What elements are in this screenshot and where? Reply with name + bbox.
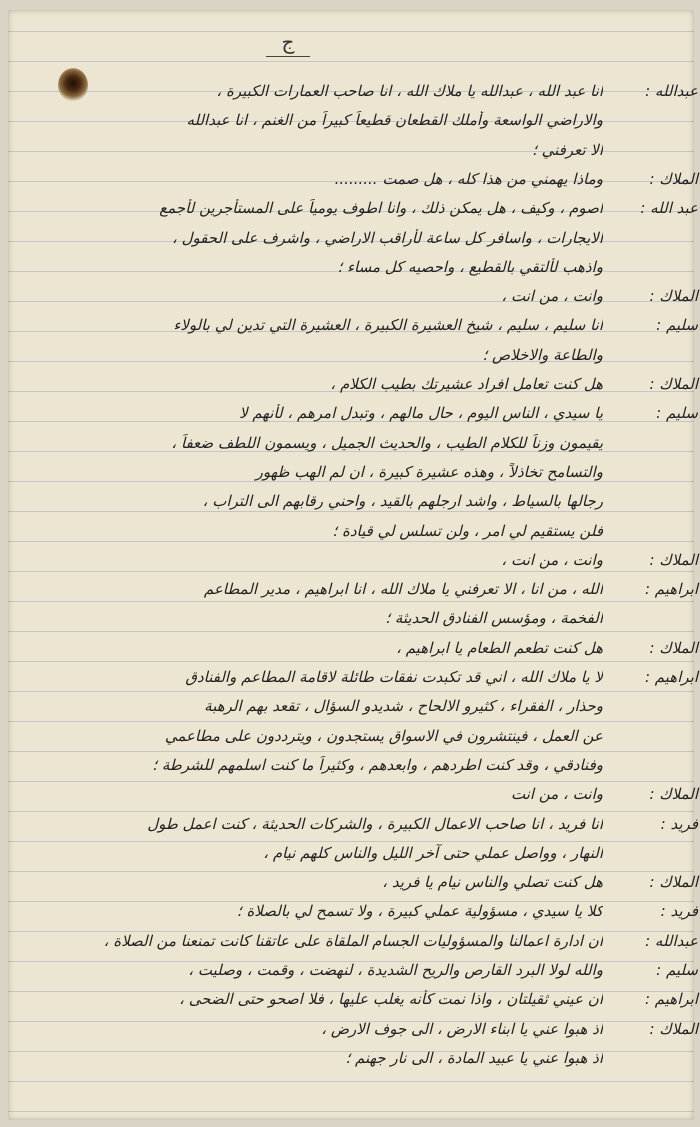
speaker-name: سليم : bbox=[656, 404, 698, 423]
script-line bbox=[28, 365, 698, 393]
speaker-name: فريد : bbox=[660, 814, 698, 833]
speaker-name: الملاك : bbox=[649, 287, 698, 306]
speaker-name: عبدالله : bbox=[645, 82, 698, 100]
script-line bbox=[28, 189, 698, 217]
dialogue-text: هل كنت تعامل افراد عشيرتك بطيب الكلام ، bbox=[330, 375, 603, 393]
dialogue-text: وحذار ، الفقراء ، كثيرو الالحاح ، شديدو السؤال ، تقعد بهم الرهبة bbox=[204, 697, 603, 716]
script-line bbox=[28, 482, 698, 510]
script-line bbox=[28, 336, 698, 364]
dialogue-text: انا سليم ، سليم ، شيخ العشيرة الكبيرة ، العشيرة التي تدين لي بالولاء bbox=[173, 316, 603, 335]
script-line bbox=[28, 922, 698, 950]
dialogue-text: لا يا ملاك الله ، اني قد تكبدت نفقات طائلة لاقامة المطاعم والفنادق bbox=[185, 668, 603, 686]
dialogue-text: وفنادقي ، وقد كنت اطردهم ، وابعدهم ، وكثيراً ما كنت اسلمهم للشرطة ؛ bbox=[152, 755, 603, 774]
dialogue-text: الفخمة ، ومؤسس الفنادق الحديثة ؛ bbox=[385, 609, 603, 628]
dialogue-text: يا سيدي ، الناس اليوم ، حال مالهم ، وتبدل امرهم ، لأنهم لا bbox=[239, 404, 603, 423]
dialogue-text: وانت ، من انت ، bbox=[501, 287, 603, 306]
dialogue-text: والتسامح تخاذلاً ، وهذه عشيرة كبيرة ، ان لم الهب ظهور bbox=[255, 462, 603, 481]
script-line bbox=[28, 599, 698, 627]
script-line bbox=[28, 658, 698, 686]
speaker-name: الملاك : bbox=[649, 785, 698, 804]
page-header-mark: ج bbox=[258, 30, 318, 54]
script-line bbox=[28, 570, 698, 598]
script-line bbox=[28, 687, 698, 715]
dialogue-text: اذ هبوا عني يا عبيد المادة ، الى نار جهنم ؛ bbox=[345, 1048, 603, 1067]
script-line bbox=[28, 717, 698, 745]
dialogue-text: هل كنت تصلي والناس نيام يا فريد ، bbox=[382, 873, 603, 892]
speaker-name: ابراهيم : bbox=[644, 580, 698, 599]
script-line bbox=[28, 131, 698, 159]
script-line bbox=[28, 72, 698, 100]
dialogue-text: انا فريد ، انا صاحب الاعمال الكبيرة ، والشركات الحديثة ، كنت اعمل طول bbox=[147, 814, 603, 833]
speaker-name: الملاك : bbox=[649, 873, 698, 892]
script-line bbox=[28, 1010, 698, 1038]
script-line bbox=[28, 424, 698, 452]
script-line bbox=[28, 453, 698, 481]
script-line bbox=[28, 541, 698, 569]
speaker-name: الملاك : bbox=[649, 169, 698, 188]
speaker-name: الملاك : bbox=[649, 375, 698, 393]
speaker-name: ابراهيم : bbox=[644, 990, 698, 1009]
dialogue-text: والطاعة والاخلاص ؛ bbox=[482, 345, 603, 364]
manuscript-page bbox=[8, 10, 698, 1120]
script-line bbox=[28, 863, 698, 891]
dialogue-text: الا تعرفني ؛ bbox=[532, 140, 603, 159]
dialogue-text: اصوم ، وكيف ، هل يمكن ذلك ، وانا اطوف يومياً على المستأجرين لأجمع bbox=[159, 199, 603, 218]
speaker-name: سليم : bbox=[656, 961, 698, 979]
dialogue-text: رجالها بالسياط ، واشد ارجلهم بالقيد ، واحني رقابهم الى التراب ، bbox=[202, 492, 603, 511]
script-line bbox=[28, 160, 698, 188]
script-line bbox=[28, 1039, 698, 1067]
speaker-name: سليم : bbox=[656, 316, 698, 335]
dialogue-text: ان عيني ثقيلتان ، واذا نمت كأنه يغلب عليها ، فلا اصحو حتى الضحى ، bbox=[179, 990, 603, 1009]
script-line bbox=[28, 394, 698, 422]
speaker-name: الملاك : bbox=[649, 1019, 698, 1038]
script-line bbox=[28, 306, 698, 334]
script-line bbox=[28, 512, 698, 540]
script-line bbox=[28, 277, 698, 305]
script-line bbox=[28, 892, 698, 920]
dialogue-text: وانت ، من انت ، bbox=[501, 550, 603, 569]
dialogue-text: فلن يستقيم لي امر ، ولن تسلس لي قيادة ؛ bbox=[332, 521, 603, 540]
dialogue-text: والله لولا البرد القارص والريح الشديدة ، لنهضت ، وقمت ، وصليت ، bbox=[188, 961, 603, 979]
script-line bbox=[28, 980, 698, 1008]
dialogue-text: النهار ، وواصل عملي حتى آخر الليل والناس كلهم نيام ، bbox=[263, 843, 603, 862]
script-line bbox=[28, 834, 698, 862]
speaker-name: عبد الله : bbox=[640, 199, 698, 218]
dialogue-text: يقيمون وزناً للكلام الطيب ، والحديث الجميل ، ويسمون اللطف ضعفاً ، bbox=[171, 433, 603, 452]
script-line bbox=[28, 248, 698, 276]
script-line bbox=[28, 219, 698, 247]
dialogue-text: هل كنت تطعم الطعام يا ابراهيم ، bbox=[396, 638, 603, 657]
script-line bbox=[28, 746, 698, 774]
script-line bbox=[28, 629, 698, 657]
dialogue-text: وانت ، من انت bbox=[511, 785, 603, 804]
script-line bbox=[28, 951, 698, 979]
dialogue-text: ان ادارة اعمالنا والمسؤوليات الجسام الملقاة على عاتقنا كانت تمنعنا من الصلاة ، bbox=[103, 931, 603, 950]
script-line bbox=[28, 101, 698, 129]
dialogue-text: الايجارات ، واسافر كل ساعة لأراقب الاراضي ، واشرف على الحقول ، bbox=[172, 228, 603, 247]
dialogue-text: كلا يا سيدي ، مسؤولية عملي كبيرة ، ولا تسمح لي بالصلاة ؛ bbox=[236, 902, 603, 921]
dialogue-text: والاراضي الواسعة وأملك القطعان قطيعاً كبيراً من الغنم ، انا عبدالله bbox=[186, 111, 603, 130]
speaker-name: الملاك : bbox=[649, 550, 698, 569]
dialogue-text: انا عبد الله ، عبدالله يا ملاك الله ، انا صاحب العمارات الكبيرة ، bbox=[216, 82, 603, 100]
script-line bbox=[28, 775, 698, 803]
dialogue-text: واذهب لألتقي بالقطيع ، واحصيه كل مساء ؛ bbox=[337, 257, 603, 276]
speaker-name: ابراهيم : bbox=[644, 668, 698, 686]
speaker-name: الملاك : bbox=[649, 638, 698, 657]
script-line bbox=[28, 805, 698, 833]
dialogue-text: الله ، من انا ، الا تعرفني يا ملاك الله ، انا ابراهيم ، مدير المطاعم bbox=[203, 580, 603, 599]
speaker-name: فريد : bbox=[660, 902, 698, 921]
dialogue-text: اذ هبوا عني يا ابناء الارض ، الى جوف الارض ، bbox=[321, 1019, 603, 1038]
speaker-name: عبدالله : bbox=[645, 931, 698, 950]
dialogue-text: عن العمل ، فينتشرون في الاسواق يستجدون ، ويترددون على مطاعمي bbox=[164, 726, 603, 745]
dialogue-text: وماذا يهمني من هذا كله ، هل صمت ......... bbox=[334, 169, 603, 188]
